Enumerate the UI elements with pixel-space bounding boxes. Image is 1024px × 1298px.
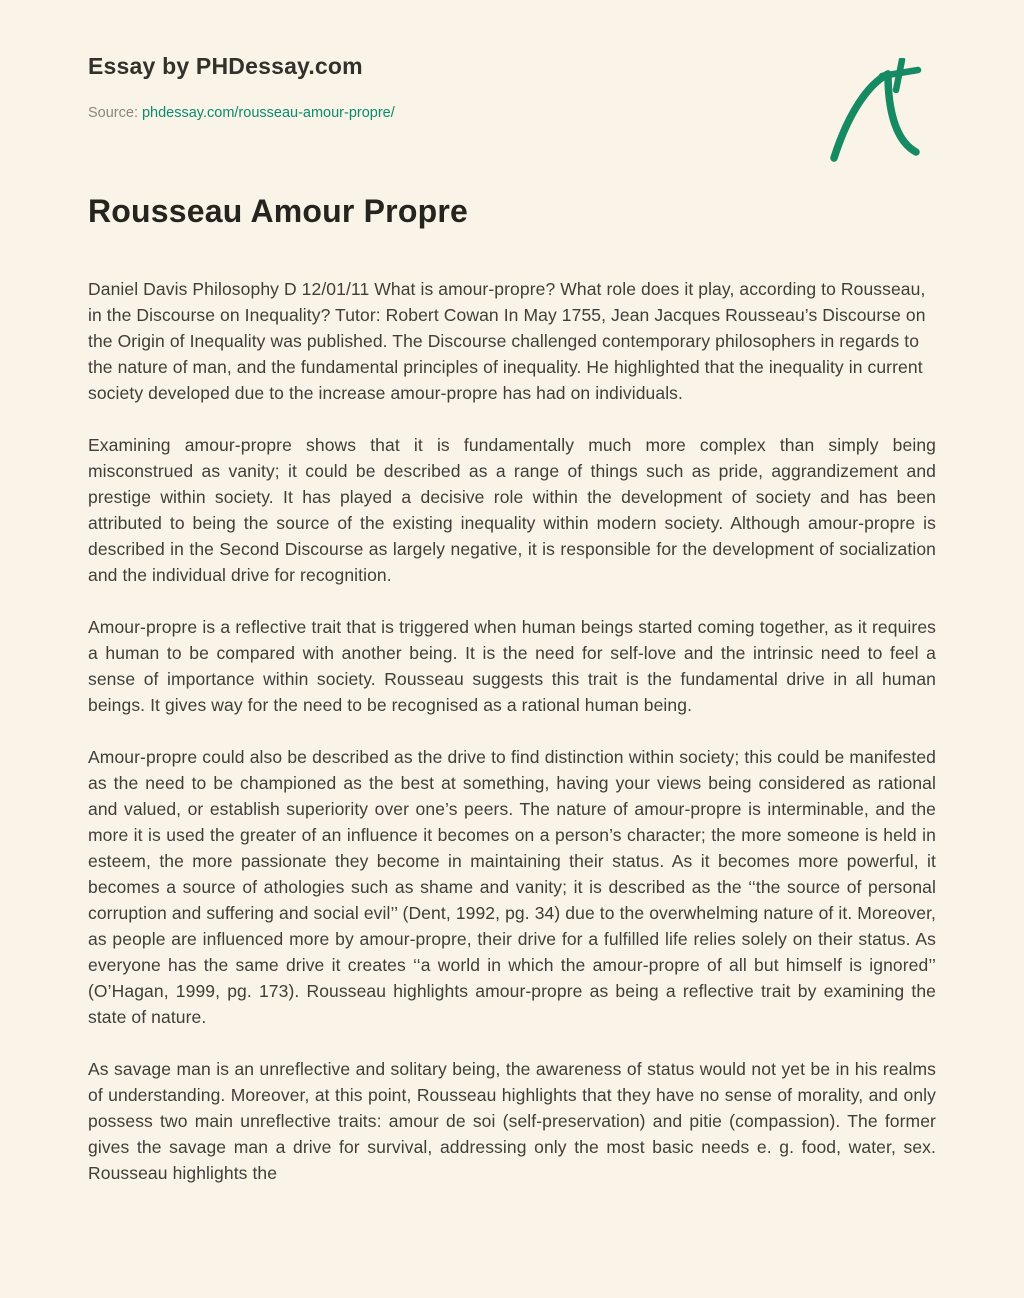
essay-title: Rousseau Amour Propre xyxy=(88,193,468,229)
essay-body xyxy=(88,276,936,1186)
essay-paragraph: Amour-propre is a reflective trait that is triggered when human beings started coming together, as it requires a human to be compared with another being. It is the need for self-love and the intrinsic need to feel a sense of importance within society. Rousseau suggests this trait is the fundamental drive in all human beings. It gives way for the need to be recognised as a rational human being. xyxy=(88,617,936,715)
a-plus-logo xyxy=(820,58,930,168)
essay-paragraph: As savage man is an unreflective and solitary being, the awareness of status would not yet be in his realms of understanding. Moreover, at this point, Rousseau highlights that they have no sense of morality, and only possess two main unreflective traits: amour de soi (self-preservation) and pitie (compassion). The former gives the savage man a drive for survival, addressing only the most basic needs e. g. food, water, sex. Rousseau highlights the xyxy=(88,1059,936,1183)
essay-paragraph: Amour-propre could also be described as the drive to find distinction within society; this could be manifested as the need to be championed as the best at something, having your views being considered as rational and valued, or establish superiority over one’s peers. The nature of amour-propre is interminable, and the more it is used the greater of an influence it becomes on a person’s character; the more someone is held in esteem, the more passionate they become in maintaining their status. As it becomes more powerful, it becomes a source of athologies such as shame and vanity; it is described as the ‘‘the source of personal corruption and suffering and social evil’’ (Dent, 1992, pg. 34) due to the overwhelming nature of it. Moreover, as people are influenced more by amour-propre, their drive for a fulfilled life relies solely on their status. As everyone has the same drive it creates ‘‘a world in which the amour-propre of all but himself is ignored’’ (O’Hagan, 1999, pg. 173). Rousseau highlights amour-propre as being a reflective trait by examining the state of nature. xyxy=(88,747,936,1027)
brand-title: Essay by PHDessay.com xyxy=(88,53,363,79)
source-link[interactable]: phdessay.com/rousseau-amour-propre/ xyxy=(141,105,395,121)
essay-paragraph: Daniel Davis Philosophy D 12/01/11 What is amour-propre? What role does it play, according to Rousseau, in the Discourse on Inequality? Tutor: Robert Cowan In May 1755, Jean Jacques Rousseau’s Discourse on the Origin of Inequality was published. The Discourse challenged contemporary philosophers in regards to the nature of man, and the fundamental principles of inequality. He highlighted that the inequality in current society developed due to the increase amour-propre has had on individuals. xyxy=(88,279,926,403)
page-header xyxy=(88,52,936,122)
source-line xyxy=(88,104,936,122)
source-label: Source: xyxy=(88,105,138,121)
essay-paragraph: Examining amour-propre shows that it is fundamentally much more complex than simply being misconstrued as vanity; it could be described as a range of things such as pride, aggrandizement and prestige within society. It has played a decisive role within the development of society and has been attributed to being the source of the existing inequality within modern society. Although amour-propre is described in the Second Discourse as largely negative, it is responsible for the development of socialization and the individual drive for recognition. xyxy=(88,435,936,585)
